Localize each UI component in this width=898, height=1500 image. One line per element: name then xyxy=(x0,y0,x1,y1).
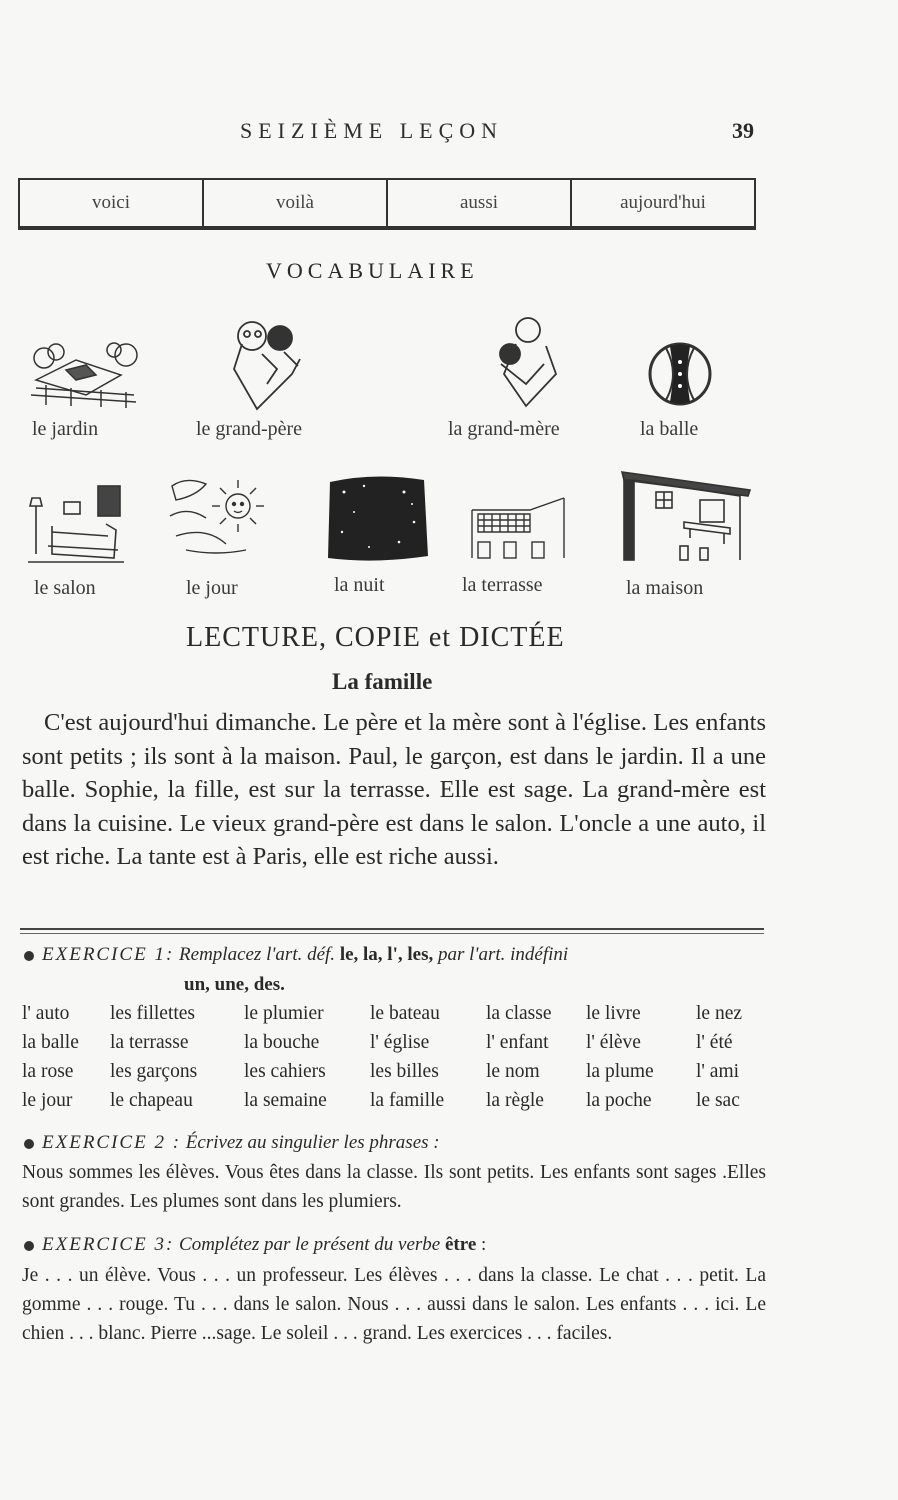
ball-icon xyxy=(646,340,714,408)
vocab-label: le jour xyxy=(186,577,238,599)
sun-icon xyxy=(166,466,276,562)
exercise-instruction-2: par l'art. indéfini xyxy=(437,944,569,965)
grandmother-icon xyxy=(486,314,564,410)
grid-cell: la classe xyxy=(486,1003,552,1024)
exercise-instruction: Écrivez au singulier les phrases : xyxy=(185,1132,440,1153)
exercise-label: EXERCICE 2 : xyxy=(42,1132,182,1153)
grid-cell: le bateau xyxy=(370,1003,440,1024)
grid-row xyxy=(22,1090,762,1119)
grid-cell: l' élève xyxy=(586,1032,641,1053)
exercise-label: EXERCICE 1: xyxy=(42,944,175,965)
bullet-icon xyxy=(24,951,34,961)
grid-cell: la bouche xyxy=(244,1032,320,1053)
word-cell: aujourd'hui xyxy=(620,192,706,213)
grandfather-icon xyxy=(222,314,308,414)
verb: être xyxy=(444,1234,477,1255)
vocabulary-title: VOCABULAIRE xyxy=(266,258,479,283)
chapter-title: SEIZIÈME LEÇON xyxy=(240,118,504,143)
grid-cell: l' ami xyxy=(696,1061,740,1082)
bullet-icon xyxy=(24,1139,34,1149)
grid-cell: l' enfant xyxy=(486,1032,549,1053)
grid-cell: le plumier xyxy=(244,1003,324,1024)
night-icon xyxy=(324,472,430,564)
garden-icon xyxy=(26,340,144,410)
vocab-label: la terrasse xyxy=(462,574,543,596)
house-icon xyxy=(620,466,754,562)
colon: : xyxy=(481,1234,487,1255)
vocab-label: la nuit xyxy=(334,574,385,596)
answer-articles: un, une, des. xyxy=(184,974,285,995)
story-text xyxy=(22,706,766,874)
word-table xyxy=(18,178,756,230)
grid-cell: les cahiers xyxy=(244,1061,326,1082)
exercise-1-grid xyxy=(22,1003,762,1119)
grid-cell: le sac xyxy=(696,1090,740,1111)
exercise-1-answer-articles xyxy=(184,974,285,996)
grid-cell: les billes xyxy=(370,1061,439,1082)
grid-cell: les fillettes xyxy=(110,1003,196,1024)
exercise-3-text: Je . . . un élève. Vous . . . un professeur. Les élèves . . . dans la classe. Le chat . . . petit. La gomme . . . rouge. Tu . . . dans le salon. Nous . . . aussi dans le salon. Les enfants . . . ici. Le chien . . . blanc. Pierre ...sage. Le soleil . . . grand. Les exercices . . . faciles. xyxy=(22,1265,766,1344)
grid-cell: la rose xyxy=(22,1061,74,1082)
grid-cell: la terrasse xyxy=(110,1032,189,1053)
articles: le, la, l', les, xyxy=(339,944,434,965)
vocab-label: la maison xyxy=(626,577,704,599)
grid-cell: l' auto xyxy=(22,1003,70,1024)
word-cell: voilà xyxy=(204,180,388,226)
grid-cell: la famille xyxy=(370,1090,445,1111)
living-room-icon xyxy=(28,484,124,566)
grid-cell: la poche xyxy=(586,1090,652,1111)
terrace-icon xyxy=(470,496,566,560)
grid-cell: le livre xyxy=(586,1003,641,1024)
grid-cell: le nom xyxy=(486,1061,540,1082)
vocab-label: la grand-mère xyxy=(448,418,560,440)
exercise-instruction: Complétez par le présent du verbe xyxy=(179,1234,441,1255)
bullet-icon xyxy=(24,1241,34,1251)
grid-cell: la plume xyxy=(586,1061,654,1082)
grid-cell: le jour xyxy=(22,1090,73,1111)
grid-cell: l' été xyxy=(696,1032,733,1053)
exercise-2-text: Nous sommes les élèves. Vous êtes dans la classe. Ils sont petits. Les enfants sont sages .Elles sont grandes. Les plumes sont dans les plumiers. xyxy=(22,1162,766,1212)
story-title: La famille xyxy=(332,669,433,694)
vocab-label: le jardin xyxy=(32,418,99,440)
grid-cell: la règle xyxy=(486,1090,544,1111)
page-number: 39 xyxy=(732,118,754,143)
divider xyxy=(20,933,764,934)
exercise-label: EXERCICE 3: xyxy=(42,1234,175,1255)
vocab-label: le grand-père xyxy=(196,418,303,440)
grid-row xyxy=(22,1003,762,1032)
exercise-1-header xyxy=(24,944,768,966)
vocab-label: la balle xyxy=(640,418,699,440)
divider xyxy=(20,928,764,930)
grid-row xyxy=(22,1061,762,1090)
exercise-3-header xyxy=(24,1234,768,1256)
exercise-2-header xyxy=(24,1132,768,1154)
grid-cell: le nez xyxy=(696,1003,743,1024)
grid-cell: la semaine xyxy=(244,1090,327,1111)
grid-cell: le chapeau xyxy=(110,1090,193,1111)
word-cell: voici xyxy=(20,180,204,226)
section-title: LECTURE, COPIE et DICTÉE xyxy=(186,622,565,653)
exercise-instruction: Remplacez l'art. déf. xyxy=(179,944,336,965)
word-cell: aussi xyxy=(388,180,572,226)
grid-cell: les garçons xyxy=(110,1061,198,1082)
story-paragraph: C'est aujourd'hui dimanche. Le père et la mère sont à l'église. Les enfants sont petits ; ils sont à la maison. Paul, le garçon, est dans le jardin. Il a une balle. Sophie, la fille, est sur la terrasse. Elle est sage. La grand-mère est dans la cuisine. Le vieux grand-père est dans le salon. L'oncle a une auto, il est riche. La tante est à Paris, elle est riche aussi. xyxy=(22,709,766,870)
grid-cell: la balle xyxy=(22,1032,79,1053)
grid-row xyxy=(22,1032,762,1061)
grid-cell: l' église xyxy=(370,1032,430,1053)
vocab-label: le salon xyxy=(34,577,96,599)
